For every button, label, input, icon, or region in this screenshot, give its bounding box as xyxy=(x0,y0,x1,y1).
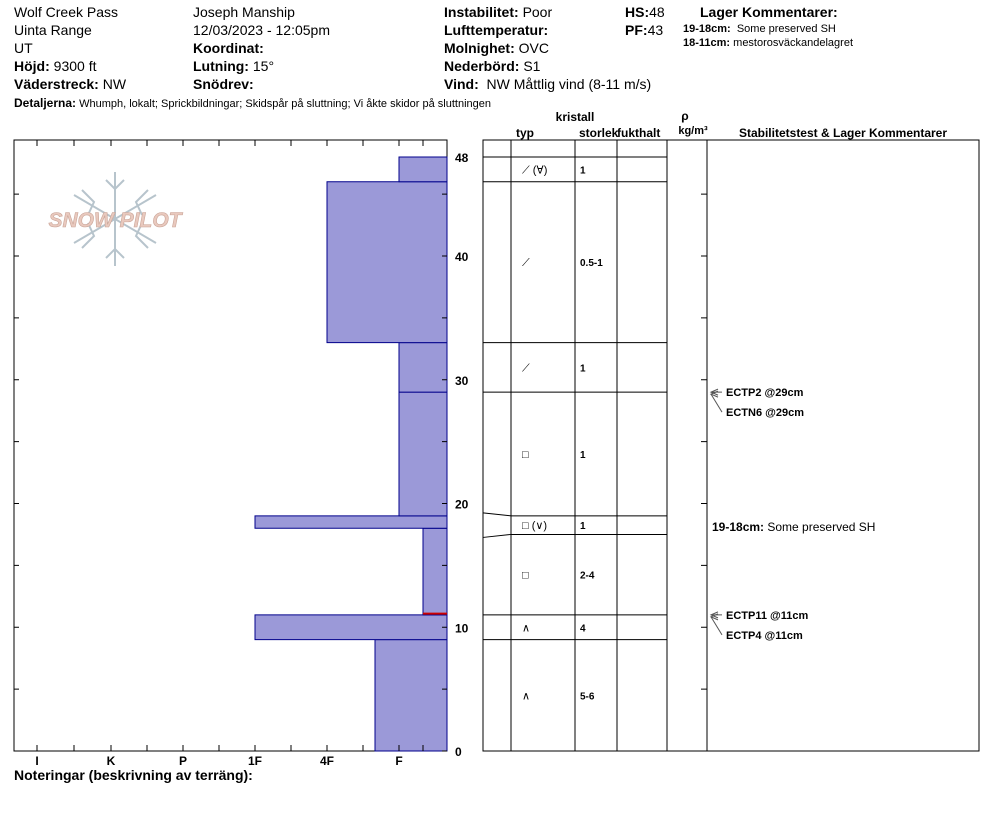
grain-size-7: 5-6 xyxy=(580,691,595,703)
header-stability: Stabilitetstest & Lager Kommentarer xyxy=(738,126,948,140)
height-label-30: 30 xyxy=(455,373,469,388)
hardness-bar-5 xyxy=(399,343,447,393)
precip-label: Nederbörd: xyxy=(444,58,520,74)
grain-type-6: ∧ xyxy=(522,622,531,635)
hardness-label-P: P xyxy=(178,754,188,768)
hardness-label-4F: 4F xyxy=(319,754,335,768)
pf-value: 43 xyxy=(647,22,664,38)
notes-label: Noteringar (beskrivning av terräng): xyxy=(14,767,253,783)
hardness-bar-2 xyxy=(423,528,447,615)
slope-label: Lutning: xyxy=(193,58,249,74)
airtemp-label: Lufttemperatur: xyxy=(444,22,549,38)
details-text: Whumph, lokalt; Sprickbildningar; Skidspår på sluttning; Vi åkte skidor på sluttningen xyxy=(79,98,491,110)
aspect-value: NW xyxy=(102,76,127,92)
layer-comment-2-text: mestorosväckandelagret xyxy=(733,37,853,49)
stability-test-2: ECTP11 @11cm xyxy=(726,609,809,622)
datetime: 12/03/2023 - 12:05pm xyxy=(193,22,330,38)
hardness-bar-4 xyxy=(399,392,447,516)
grain-size-2: 1 xyxy=(580,363,586,375)
layer-comment-1-range: 19-18cm: xyxy=(683,23,731,35)
grain-type-2: ⟋ xyxy=(522,362,530,375)
layer-comments-title: Lager Kommentarer: xyxy=(700,4,838,20)
height-label-10: 10 xyxy=(455,621,469,636)
snowpilot-logo xyxy=(49,172,184,266)
slope-value: 15° xyxy=(252,58,275,74)
wind-value: NW Måttlig vind (8-11 m/s) xyxy=(486,76,652,92)
height-label-0: 0 xyxy=(455,745,462,759)
observer: Joseph Manship xyxy=(193,4,295,20)
height-label-20: 20 xyxy=(455,497,469,512)
layer-comment-1-text: Some preserved SH xyxy=(736,23,836,35)
sky-value: OVC xyxy=(518,40,549,56)
hardness-label-F: F xyxy=(395,754,403,768)
instability-value: Poor xyxy=(522,4,553,20)
layer-connector-19 xyxy=(483,513,511,516)
grain-type-1: ⟋ xyxy=(522,257,530,270)
header-moisture: fukthalt xyxy=(617,126,661,140)
drift-label: Snödrev: xyxy=(193,76,254,92)
header-rho: ρ xyxy=(681,109,689,123)
hardness-bar-0 xyxy=(375,640,447,751)
layer-note-0 xyxy=(712,520,875,534)
height-label-40: 40 xyxy=(455,250,469,264)
header-size: storlek xyxy=(579,126,619,140)
pf-label: PF: xyxy=(625,22,648,38)
stability-notes xyxy=(711,387,875,642)
hardness-bar-3 xyxy=(255,516,447,528)
elevation-label: Höjd: xyxy=(14,58,50,74)
grain-type-5: □ xyxy=(522,569,529,582)
logo-text: SNOW PILOT xyxy=(48,209,182,232)
stability-test-1: ECTN6 @29cm xyxy=(726,407,804,420)
hardness-layers xyxy=(255,157,447,751)
layer-note-range: 19-18cm: xyxy=(712,520,768,534)
hs-value: 48 xyxy=(649,4,665,20)
stability-test-3: ECTP4 @11cm xyxy=(726,629,803,642)
grain-size-5: 2-4 xyxy=(580,570,595,582)
hardness-bar-6 xyxy=(327,182,447,343)
details-label: Detaljerna: xyxy=(14,96,77,110)
hardness-label-I: I xyxy=(35,754,39,768)
stability-test-0: ECTP2 @29cm xyxy=(726,387,804,400)
grain-size-1: 0.5-1 xyxy=(580,258,603,270)
layer-table-frame xyxy=(483,140,979,751)
instability-label: Instabilitet: xyxy=(444,4,519,20)
sky-label: Molnighet: xyxy=(444,40,515,56)
aspect-label: Väderstreck: xyxy=(14,76,99,92)
header-crystal: kristall xyxy=(555,110,595,124)
precip-value: S1 xyxy=(523,58,541,74)
grain-type-7: ∧ xyxy=(522,690,531,703)
hardness-bar-7 xyxy=(399,157,447,182)
grain-size-4: 1 xyxy=(580,521,586,533)
layer-note-text: Some preserved SH xyxy=(767,520,876,534)
grain-size-3: 1 xyxy=(580,450,586,461)
mountain-range: Uinta Range xyxy=(14,22,92,38)
header-density-unit: kg/m³ xyxy=(678,125,708,137)
hardness-label-K: K xyxy=(106,754,116,768)
grain-type-4: □ (∨) xyxy=(522,520,548,533)
wind-label: Vind: xyxy=(444,76,479,92)
hardness-label-1F: 1F xyxy=(247,754,263,768)
coordinate-label: Koordinat: xyxy=(193,40,264,56)
layer-connector-17.5 xyxy=(483,534,511,537)
header-type: typ xyxy=(516,126,534,140)
location: Wolf Creek Pass xyxy=(14,4,118,20)
elevation-value: 9300 ft xyxy=(53,58,97,74)
state: UT xyxy=(14,40,33,56)
grain-type-3: □ xyxy=(522,449,529,461)
layer-comment-2-range: 18-11cm: xyxy=(683,37,731,49)
grain-size-0: 1 xyxy=(580,165,586,177)
grain-type-0: ⟋ (∀) xyxy=(522,164,548,177)
height-label-48: 48 xyxy=(455,151,469,165)
hardness-bar-1 xyxy=(255,615,447,640)
grain-size-6: 4 xyxy=(580,623,586,635)
hs-label: HS: xyxy=(625,4,650,20)
